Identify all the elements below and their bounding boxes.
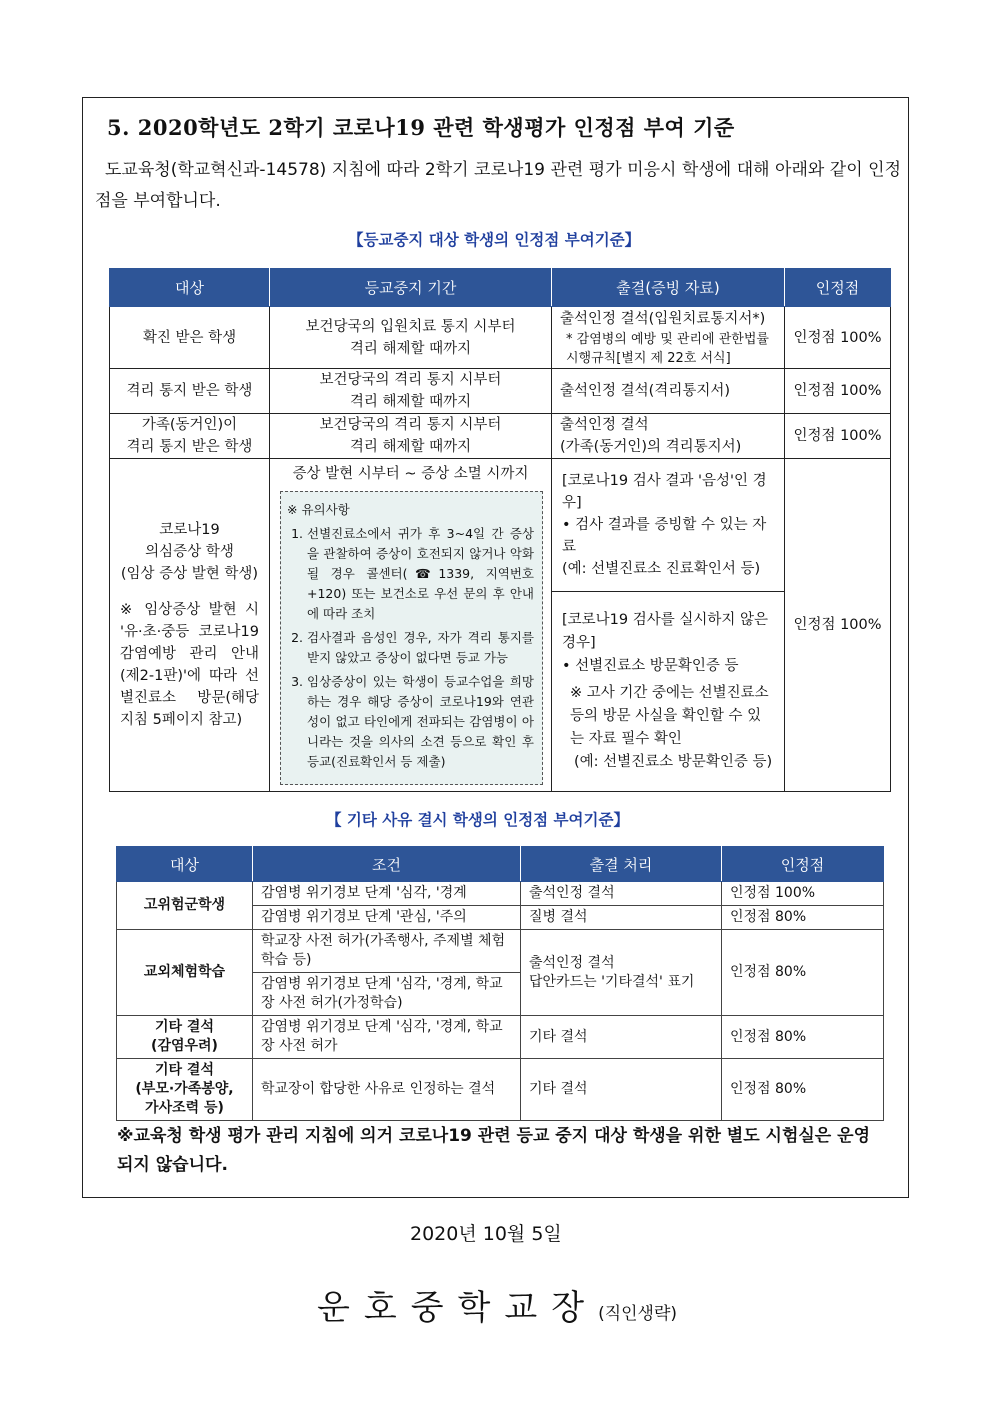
header-target: 대상 [117,847,253,882]
period-line: 격리 해제할 때까지 [349,340,472,357]
target-line: 기타 결석 [155,1062,214,1078]
attendance-cell: 출석인정 결석 [521,882,722,906]
attendance-cell: 기타 결석 [521,1016,722,1059]
score-cell: 인정점 100% [785,307,891,369]
header-target: 대상 [110,269,270,307]
case-item: • 검사 결과를 증빙할 수 있는 자료 [562,516,767,555]
target-line: (임상 증상 발현 학생) [120,566,259,582]
table-row [110,369,891,414]
score-cell: 인정점 80% [722,1016,884,1059]
table-row [110,307,891,369]
header-score: 인정점 [785,269,891,307]
caution-note-box [280,491,543,785]
target-cell [110,414,270,459]
list-item: 2. 검사결과 음성인 경우, 자가 격리 통지를 받지 않았고 증상이 없다면 등교 가능 [307,628,534,668]
attendance-line: 답안카드는 '기타결석' 표기 [529,973,695,990]
target-line: 의심증상 학생 [145,544,234,560]
period-cell [270,369,552,414]
case-title: [코로나19 검사 결과 '음성'인 경우] [562,472,767,511]
attendance-line: 출석인정 결석 [529,954,615,971]
case-item: • 선별진료소 방문확인증 등 [562,657,739,674]
school-principal: 운호중학교장 [317,1288,599,1328]
attendance-cell: 기타 결석 [521,1059,722,1121]
table-row [117,1016,884,1059]
target-cell: 고위험군학생 [117,882,253,930]
period-line: 보건당국의 격리 통지 시부터 [319,372,502,388]
header-period: 등교중지 기간 [270,269,552,307]
table-header-row [117,847,884,882]
condition-cell: 감염병 위기경보 단계 '관심, '주의 [253,906,521,930]
target-cell: 격리 통지 받은 학생 [110,369,270,414]
table-row [117,930,884,973]
score-cell: 인정점 100% [785,459,891,792]
attendance-footnote: * 감염병의 예방 및 관리에 관한법률 시행규칙[별지 제 22호 서식] [566,331,769,366]
header-attendance: 출결(증빙 자료) [552,269,785,307]
header-score: 인정점 [722,847,884,882]
table-row [117,882,884,906]
case-example: (예: 선별진료소 방문확인증 등) [574,753,773,770]
condition-cell: 감염병 위기경보 단계 '심각, '경계, 학교장 사전 허가 [253,1016,521,1059]
table-row [117,1059,884,1121]
seal-omitted: (직인생략) [598,1304,678,1324]
period-line: 보건당국의 입원치료 통지 시부터 [305,318,516,335]
score-cell: 인정점 80% [722,1059,884,1121]
attendance-cell: 질병 결석 [521,906,722,930]
intro-paragraph: 도교육청(학교혁신과-14578) 지침에 따라 2학기 코로나19 관련 평가 미응시 학생에 대해 아래와 같이 인정점을 부여합니다. [95,160,901,211]
case-note: ※ 고사 기간 중에는 선별진료소 등의 방문 사실을 확인할 수 있는 자료 필수 확인 [570,684,769,747]
header-condition: 조건 [253,847,521,882]
case-title: [코로나19 검사를 실시하지 않은 경우] [562,611,769,651]
header-attendance: 출결 처리 [521,847,722,882]
list-item: 1. 선별진료소에서 귀가 후 3~4일 간 증상을 관찰하여 증상이 호전되지 않거나 악화될 경우 콜센터(☎1339, 지역번호+120) 또는 보건소로 우선 문의 후 안내에 따라 조치 [307,524,534,624]
quarantine-table [109,268,891,792]
target-cell [117,1016,253,1059]
score-cell: 인정점 80% [722,906,884,930]
covid-target-cell [110,459,270,792]
table2-caption: 【 기타 사유 결시 학생의 인정점 부여기준】 [326,811,629,829]
attendance-line: (가족(동거인)의 격리통지서) [560,439,742,455]
score-cell: 인정점 100% [722,882,884,906]
period-line: 격리 해제할 때까지 [349,439,472,455]
target-line: 가족(동거인)이 [141,417,238,433]
caution-list [287,524,534,772]
table-row [110,414,891,459]
other-absence-table [116,846,884,1121]
document-date: 2020년 10월 5일 [410,1223,562,1245]
case-example: (예: 선별진료소 진료확인서 등) [562,560,761,577]
negative-test-cell [552,459,785,592]
attendance-line: 출석인정 결석(입원치료통지서*) [560,310,766,327]
covid-period-cell [270,459,552,792]
period-line: 보건당국의 격리 통지 시부터 [319,417,502,433]
condition-cell: 학교장 사전 허가(가족행사, 주제별 체험학습 등) [253,930,521,973]
no-test-cell [552,591,785,791]
table1-caption: 【등교중지 대상 학생의 인정점 부여기준】 [348,231,641,249]
target-line: 기타 결석 [155,1019,214,1035]
score-cell: 인정점 80% [722,930,884,1016]
list-item: 3. 임상증상이 있는 학생이 등교수업을 희망하는 경우 해당 증상이 코로나19와 연관성이 없고 타인에게 전파되는 감염병이 아니라는 것을 의사의 소견 등으로 확인 후 등교(진료확인서 등 제출) [307,672,534,772]
target-line: 코로나19 [159,522,220,538]
target-line: 가사조력 등) [145,1100,224,1116]
attendance-cell [552,414,785,459]
score-cell: 인정점 100% [785,369,891,414]
target-line: (감염우려) [151,1038,218,1054]
period-cell [270,307,552,369]
target-cell: 확진 받은 학생 [110,307,270,369]
caution-title: ※ 유의사항 [287,502,350,517]
condition-cell: 감염병 위기경보 단계 '심각, '경계 [253,882,521,906]
condition-cell: 학교장이 합당한 사유로 인정하는 결석 [253,1059,521,1121]
score-cell: 인정점 100% [785,414,891,459]
bottom-note: ※교육청 학생 평가 관리 지침에 의거 코로나19 관련 등교 중지 대상 학생을 위한 별도 시험실은 운영되지 않습니다. [117,1126,870,1175]
period-cell [270,414,552,459]
target-note: ※ 임상증상 발현 시 '유·초·중등 코로나19 감염예방 관리 안내 (제2-1판)'에 따라 선별진료소 방문(해당 지침 5페이지 참고) [120,602,259,728]
period-line: 격리 해제할 때까지 [349,394,472,410]
section-title: 5. 2020학년도 2학기 코로나19 관련 학생평가 인정점 부여 기준 [107,115,735,140]
attendance-line: 출석인정 결석 [560,417,649,433]
attendance-cell [552,307,785,369]
target-line: 격리 통지 받은 학생 [126,439,253,455]
signature-line [317,1280,677,1329]
attendance-cell [521,930,722,1016]
target-cell: 교외체험학습 [117,930,253,1016]
attendance-cell: 출석인정 결석(격리통지서) [552,369,785,414]
table-header-row [110,269,891,307]
target-line: (부모·가족봉양, [135,1081,234,1097]
table-row [110,459,891,592]
condition-cell: 감염병 위기경보 단계 '심각, '경계, 학교장 사전 허가(가정학습) [253,973,521,1016]
target-cell [117,1059,253,1121]
period-line: 증상 발현 시부터 ~ 증상 소멸 시까지 [292,466,529,482]
